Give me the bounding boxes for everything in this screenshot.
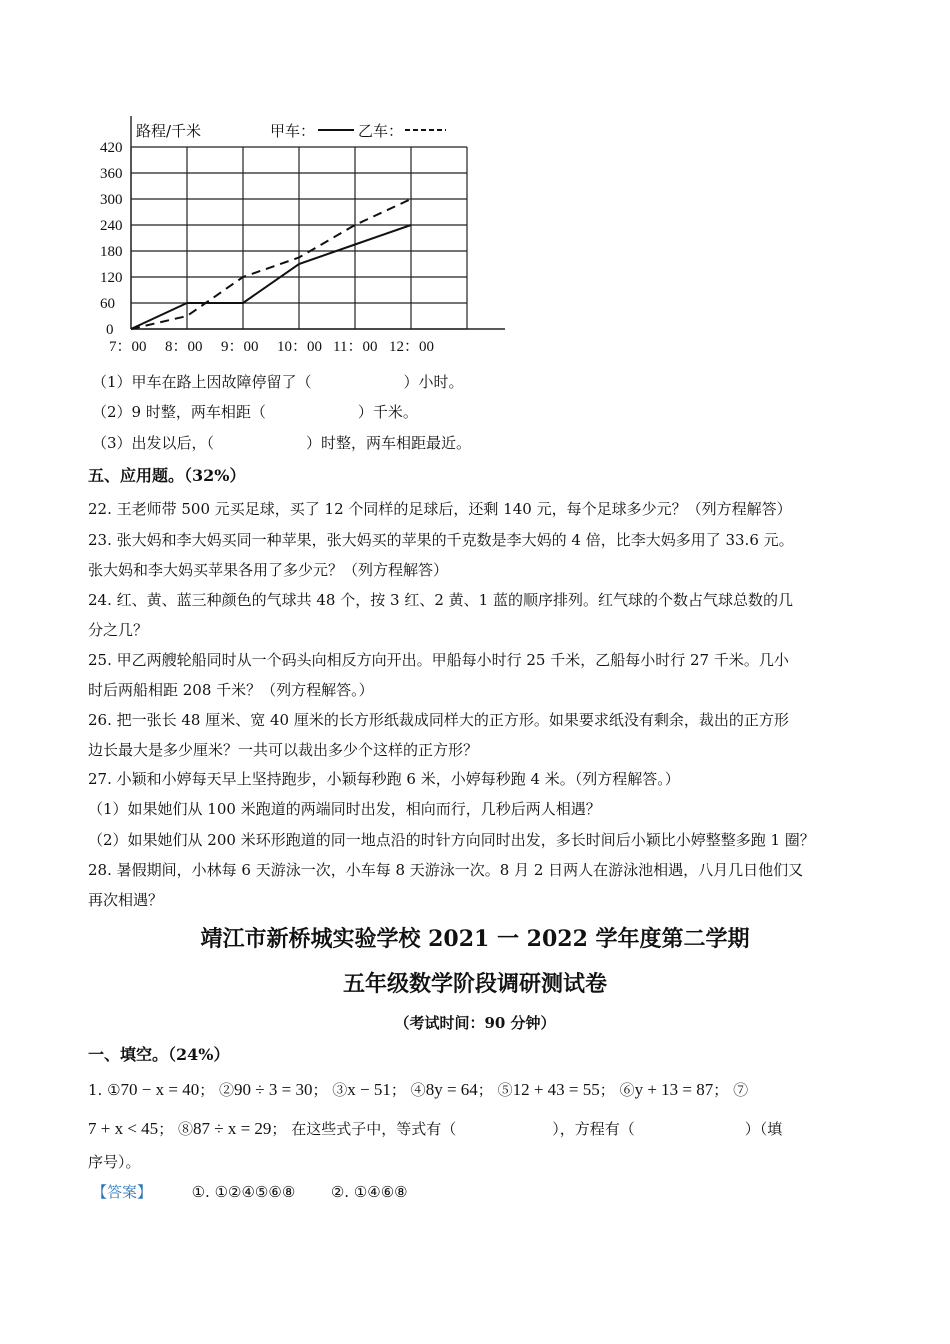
- svg-text:9：00: 9：00: [221, 339, 259, 355]
- svg-text:10：00: 10：00: [277, 339, 323, 355]
- svg-text:0: 0: [106, 322, 114, 338]
- chart-grid: [131, 116, 505, 329]
- chart-question-2: （2）9 时整，两车相距（ ）千米。: [92, 403, 418, 421]
- problem-24-line2: 分之几？: [88, 621, 149, 639]
- svg-text:420: 420: [100, 140, 123, 156]
- svg-text:240: 240: [100, 218, 123, 234]
- item-3: ③x − 51: [332, 1080, 391, 1099]
- problem-26-line1: 26. 把一张长 48 厘米、宽 40 厘米的长方形纸裁成同样大的正方形。如果要求纸没有剩余，裁出的正方形: [88, 711, 789, 729]
- y-axis-ticks: [100, 140, 123, 338]
- exam-title: 靖江市新桥城实验学校 2021 一 2022 学年度第二学期: [200, 926, 750, 952]
- svg-text:180: 180: [100, 244, 123, 260]
- exam-subtitle: 五年级数学阶段调研测试卷: [342, 971, 607, 997]
- question-1-line3: 序号）。: [88, 1153, 141, 1171]
- svg-text:60: 60: [100, 296, 115, 312]
- problem-23-line2: 张大妈和李大妈买苹果各用了多少元？（列方程解答）: [88, 561, 449, 579]
- svg-text:7：00: 7：00: [109, 339, 147, 355]
- problem-23-line1: 23. 张大妈和李大妈买同一种苹果，张大妈买的苹果的千克数是李大妈的 4 倍，比李大妈多用了 33.6 元。: [88, 531, 794, 549]
- section1-heading: 一、填空。（24%）: [88, 1045, 230, 1064]
- problem-24-line1: 24. 红、黄、蓝三种颜色的气球共 48 个，按 3 红、2 黄、1 蓝的顺序排列。红气球的个数占气球总数的几: [88, 591, 793, 609]
- svg-text:360: 360: [100, 166, 123, 182]
- answer-tag: 【答案】: [92, 1183, 153, 1201]
- item-4: ④8y = 64: [410, 1080, 478, 1099]
- question-1-line1: 1. ①70 − x = 40； ②90 ÷ 3 = 30； ③x − 51； ④8y = 64； ⑤12 + 43 = 55； ⑥y + 13 = 87； ⑦: [88, 1080, 749, 1099]
- problem-28-line1: 28. 暑假期间，小林每 6 天游泳一次，小车每 8 天游泳一次。8 月 2 日两人在游泳池相遇，八月几日他们又: [88, 861, 804, 879]
- svg-text:120: 120: [100, 270, 123, 286]
- question-1-line2: 7 + x < 45； ⑧87 ÷ x = 29； 在这些式子中，等式有（ ），方程有（ ）（填: [88, 1119, 783, 1138]
- chart-ylabel: 路程/千米: [136, 122, 202, 140]
- legend-yi-label: 乙车：: [358, 122, 404, 140]
- item-7-expr: 7 + x < 45: [88, 1119, 159, 1138]
- item-2: ②90 ÷ 3 = 30: [219, 1080, 313, 1099]
- problem-27-part2: （2）如果她们从 200 米环形跑道的同一地点沿的时针方向同时出发，多长时间后小颖比小婷整整多跑 1 圈？: [88, 831, 815, 849]
- answer-row: [92, 1182, 408, 1202]
- item-5: ⑤12 + 43 = 55: [497, 1080, 600, 1099]
- answer-2-value: ①④⑥⑧: [353, 1183, 408, 1201]
- exam-time-note: （考试时间：90 分钟）: [394, 1014, 556, 1032]
- item-6: ⑥y + 13 = 87: [619, 1080, 714, 1099]
- answer-1-label: ①.: [191, 1183, 210, 1201]
- x-axis-ticks: [109, 339, 434, 355]
- chart-question-3: （3）出发以后，（ ）时整，两车相距最近。: [92, 434, 472, 452]
- problem-25-line2: 时后两船相距 208 千米？（列方程解答。）: [88, 681, 374, 699]
- svg-text:11：00: 11：00: [333, 339, 378, 355]
- problem-27: 27. 小颖和小婷每天早上坚持跑步，小颖每秒跑 6 米，小婷每秒跑 4 米。（列方程解答。）: [88, 770, 680, 788]
- answer-2-label: ②.: [330, 1183, 350, 1201]
- section5-heading: 五、应用题。（32%）: [88, 466, 246, 485]
- item-7-mark: ⑦: [733, 1081, 749, 1099]
- problem-27-part1: （1）如果她们从 100 米跑道的两端同时出发，相向而行，几秒后两人相遇？: [88, 800, 601, 818]
- answer-1-value: ①②④⑤⑥⑧: [214, 1183, 296, 1201]
- item-1: ①70 − x = 40: [107, 1080, 200, 1099]
- legend-jia-label: 甲车：: [270, 122, 316, 140]
- problem-22: 22. 王老师带 500 元买足球，买了 12 个同样的足球后，还剩 140 元，每个足球多少元？（列方程解答）: [88, 500, 792, 518]
- svg-text:8：00: 8：00: [165, 339, 203, 355]
- svg-text:12：00: 12：00: [389, 339, 435, 355]
- problem-26-line2: 边长最大是多少厘米？一共可以裁出多少个这样的正方形？: [88, 741, 479, 759]
- chart-question-1: （1）甲车在路上因故障停留了（ ）小时。: [92, 373, 464, 391]
- distance-time-chart: [100, 112, 520, 362]
- svg-text:300: 300: [100, 192, 123, 208]
- problem-25-line1: 25. 甲乙两艘轮船同时从一个码头向相反方向开出。甲船每小时行 25 千米，乙船每小时行 27 千米。几小: [88, 651, 789, 669]
- item-8: ⑧87 ÷ x = 29: [177, 1119, 272, 1138]
- problem-28-line2: 再次相遇？: [88, 891, 164, 909]
